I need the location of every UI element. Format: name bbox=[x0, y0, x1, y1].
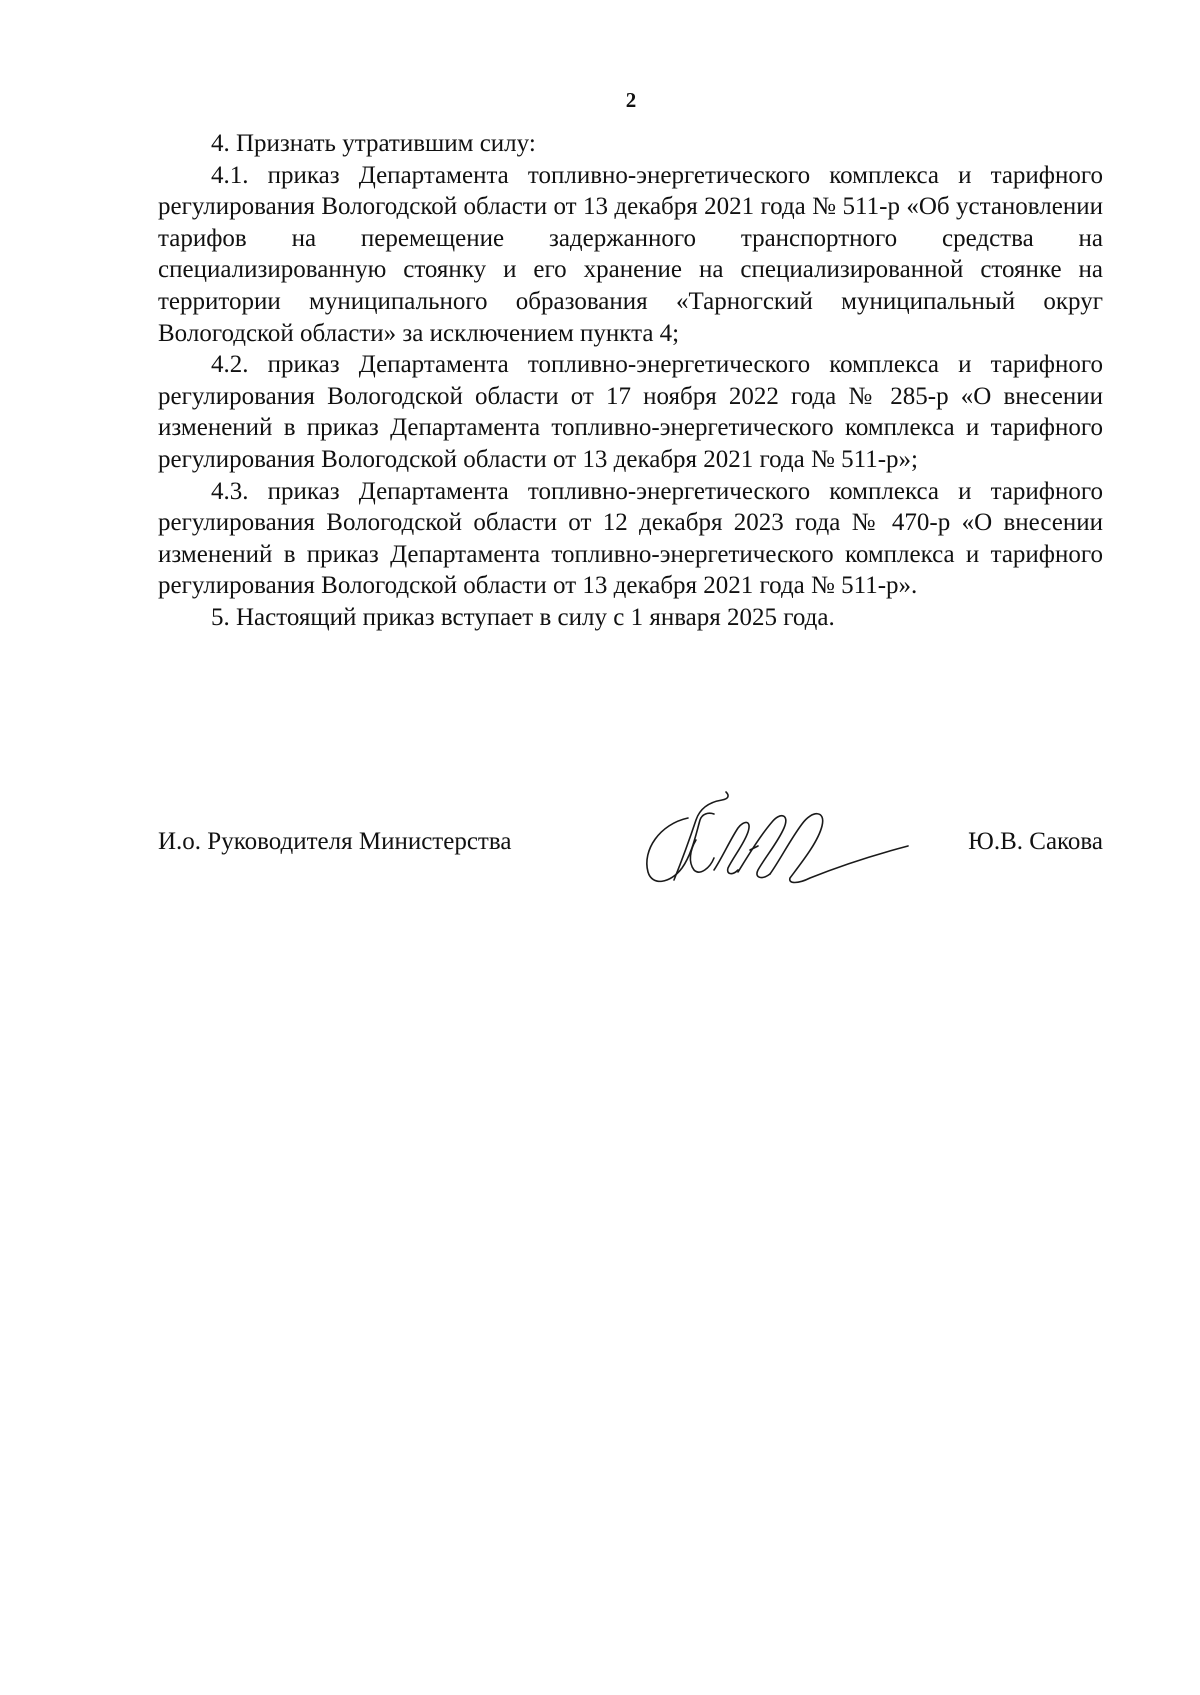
signature-block bbox=[158, 780, 1103, 900]
paragraph-item-4-2: 4.2. приказ Департамента топливно-энергетического комплекса и тарифного регулирования Вологодской области от 17 ноября 2022 года № 285-р «О внесении изменений в приказ Департамента топливно-энергетического комплекса и тарифного регулирования Вологодской области от 13 декабря 2021 года № 511-р»; bbox=[158, 351, 1103, 473]
paragraph-item-5: 5. Настоящий приказ вступает в силу с 1 января 2025 года. bbox=[211, 603, 835, 631]
paragraph-item-4-3: 4.3. приказ Департамента топливно-энергетического комплекса и тарифного регулирования Вологодской области от 12 декабря 2023 года № 470-р «О внесении изменений в приказ Департамента топливно-энергетического комплекса и тарифного регулирования Вологодской области от 13 декабря 2021 года № 511-р». bbox=[158, 477, 1103, 600]
paragraph-item-4-1: 4.1. приказ Департамента топливно-энергетического комплекса и тарифного регулирования Вологодской области от 13 декабря 2021 года № 511-р «Об установлении тарифов на перемещение задержанного транспортного средства на специализированную стоянку и его хранение на специализированной стоянке на территории муниципального образования «Тарногский муниципальный округ Вологодской области» за исключением пункта 4; bbox=[158, 161, 1103, 347]
page-number: 2 bbox=[625, 88, 637, 112]
paragraph-item-4: 4. Признать утратившим силу: bbox=[211, 130, 536, 157]
signer-title: И.о. Руководителя Министерства bbox=[158, 828, 512, 855]
document-body bbox=[158, 128, 1103, 634]
handwritten-signature bbox=[630, 780, 930, 900]
signer-name: Ю.В. Сакова bbox=[968, 828, 1103, 855]
